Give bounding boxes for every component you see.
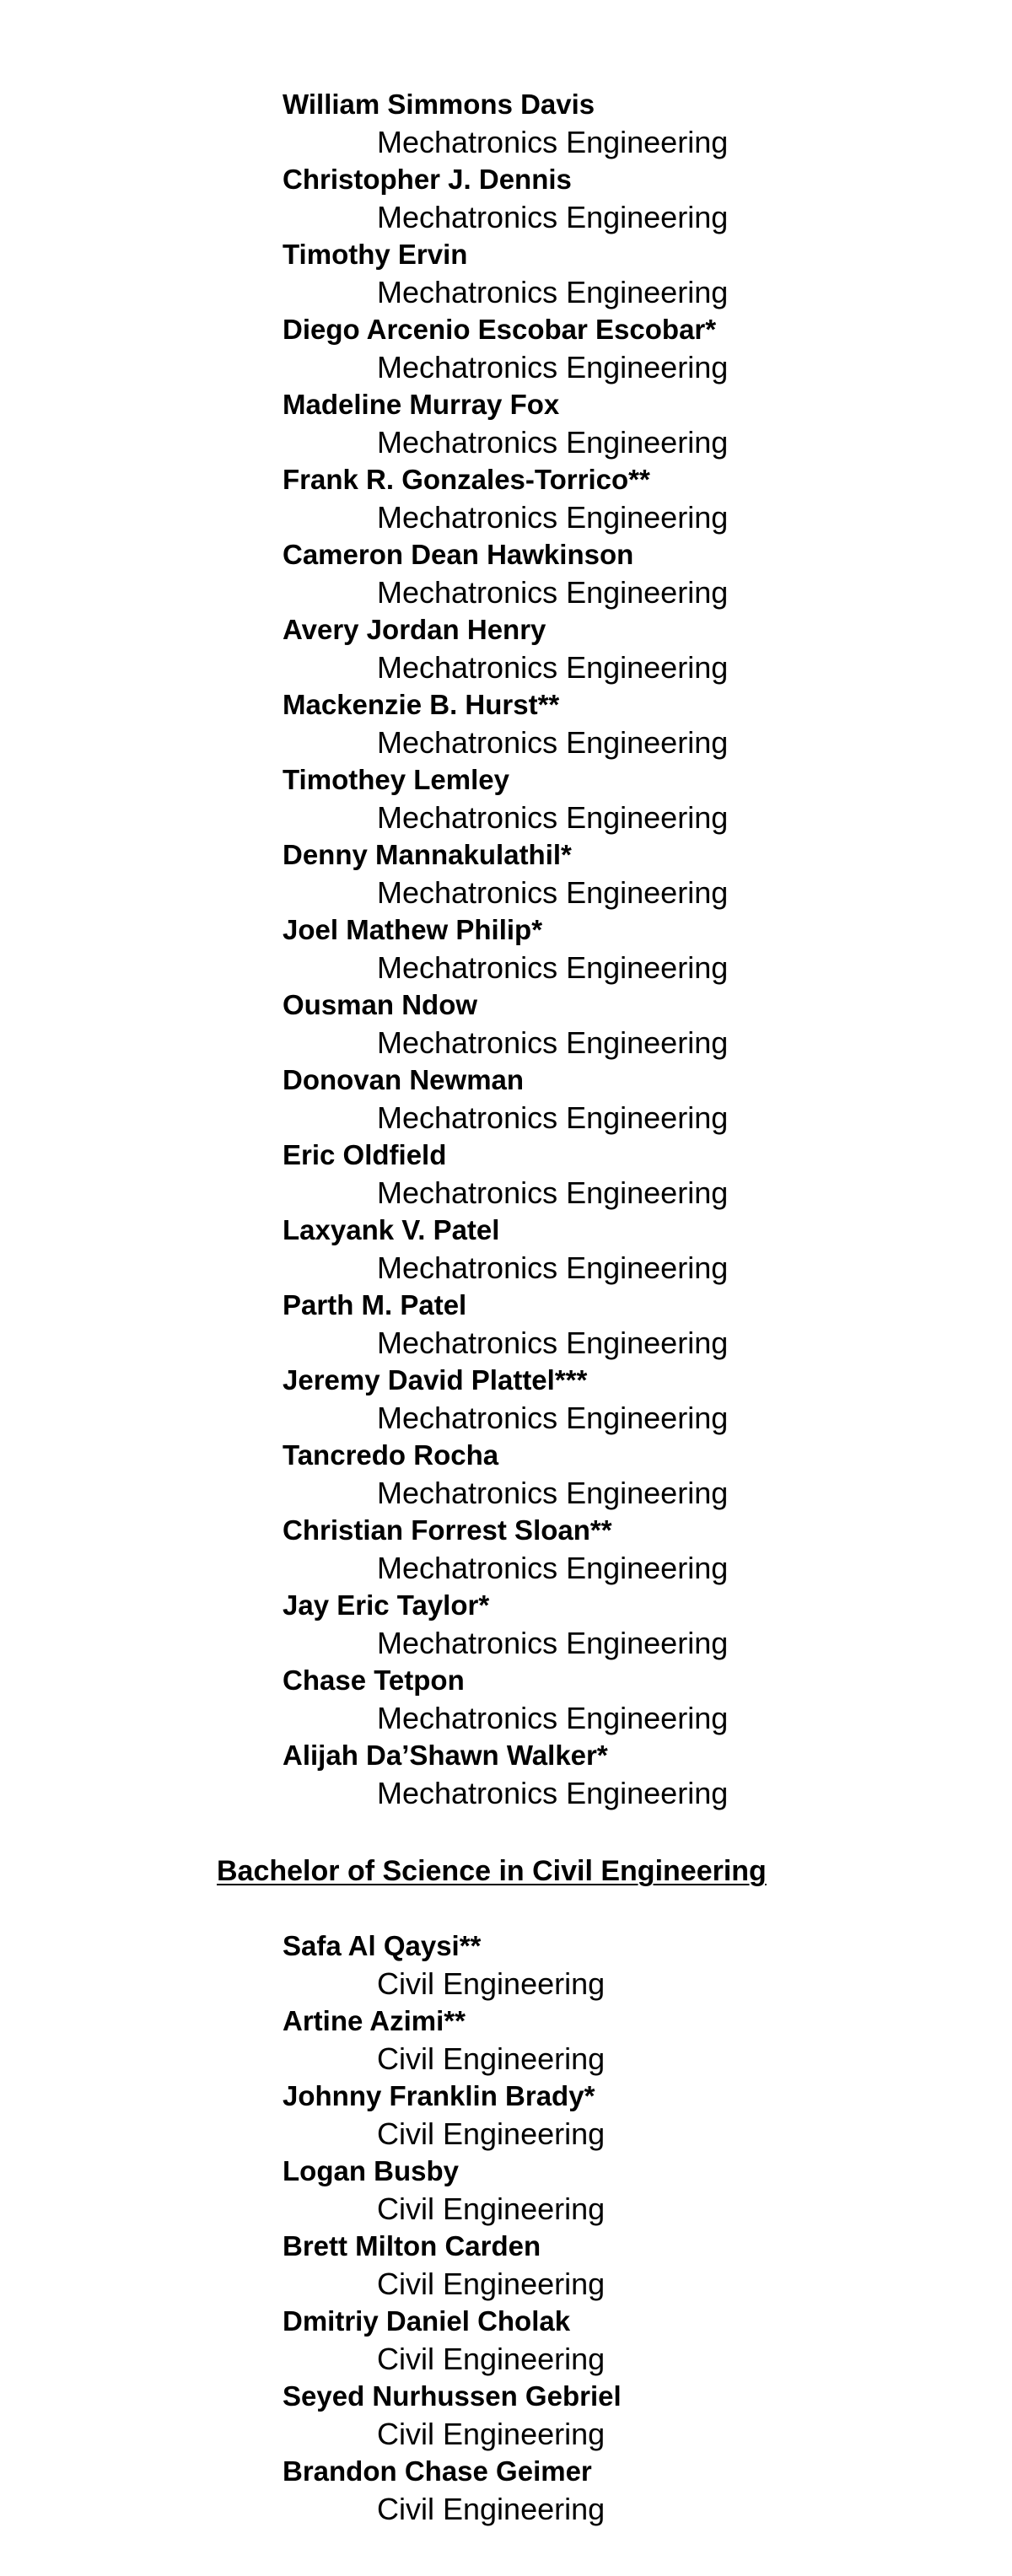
graduate-name: Tancredo Rocha bbox=[283, 1439, 499, 1471]
degree-heading-civil: Bachelor of Science in Civil Engineering bbox=[217, 1855, 767, 1887]
graduate-major: Civil Engineering bbox=[377, 2041, 606, 2076]
graduate-entry bbox=[0, 1928, 1012, 2003]
graduate-major: Mechatronics Engineering bbox=[377, 1326, 729, 1360]
graduate-name: Jay Eric Taylor* bbox=[283, 1589, 490, 1621]
graduate-entry bbox=[0, 2153, 1012, 2228]
graduate-entry bbox=[0, 1437, 1012, 1512]
graduate-major: Mechatronics Engineering bbox=[377, 1100, 729, 1135]
graduate-name: Seyed Nurhussen Gebriel bbox=[283, 2380, 622, 2412]
graduate-entry bbox=[0, 912, 1012, 987]
graduate-name: Ousman Ndow bbox=[283, 989, 478, 1020]
graduate-entry bbox=[0, 1362, 1012, 1437]
graduate-entry bbox=[0, 2453, 1012, 2528]
graduate-name: Dmitriy Daniel Cholak bbox=[283, 2305, 571, 2337]
graduate-name: Donovan Newman bbox=[283, 1064, 525, 1095]
graduate-major: Civil Engineering bbox=[377, 2267, 606, 2301]
graduate-name: Parth M. Patel bbox=[283, 1289, 467, 1320]
graduate-entry bbox=[0, 1212, 1012, 1287]
graduate-name: Laxyank V. Patel bbox=[283, 1214, 500, 1245]
graduate-entry bbox=[0, 2228, 1012, 2303]
graduate-major: Mechatronics Engineering bbox=[377, 1776, 729, 1810]
graduate-major: Mechatronics Engineering bbox=[377, 1476, 729, 1510]
graduate-major: Civil Engineering bbox=[377, 2191, 606, 2226]
graduate-entry bbox=[0, 1512, 1012, 1587]
graduate-major: Civil Engineering bbox=[377, 2116, 606, 2151]
graduate-major: Mechatronics Engineering bbox=[377, 725, 729, 760]
graduate-major: Civil Engineering bbox=[377, 2342, 606, 2376]
graduate-entry bbox=[0, 1287, 1012, 1362]
graduate-name: Mackenzie B. Hurst** bbox=[283, 689, 560, 720]
graduate-entry bbox=[0, 686, 1012, 761]
graduate-name: Timothey Lemley bbox=[283, 764, 509, 795]
graduate-entry bbox=[0, 2303, 1012, 2378]
graduate-major: Mechatronics Engineering bbox=[377, 1626, 729, 1660]
graduate-name: Chase Tetpon bbox=[283, 1664, 465, 1696]
graduate-major: Mechatronics Engineering bbox=[377, 350, 729, 385]
graduate-entry bbox=[0, 311, 1012, 386]
graduate-entry bbox=[0, 161, 1012, 236]
mechatronics-graduate-list bbox=[0, 86, 1012, 1812]
graduate-major: Mechatronics Engineering bbox=[377, 425, 729, 460]
graduate-entry bbox=[0, 761, 1012, 836]
graduate-name: Cameron Dean Hawkinson bbox=[283, 539, 634, 570]
graduate-major: Mechatronics Engineering bbox=[377, 1701, 729, 1735]
graduate-name: Christian Forrest Sloan** bbox=[283, 1514, 612, 1546]
graduate-name: Johnny Franklin Brady* bbox=[283, 2080, 595, 2111]
graduate-major: Mechatronics Engineering bbox=[377, 875, 729, 910]
graduate-entry bbox=[0, 836, 1012, 912]
graduate-entry bbox=[0, 86, 1012, 161]
graduate-major: Mechatronics Engineering bbox=[377, 1250, 729, 1285]
graduate-name: Alijah Da’Shawn Walker* bbox=[283, 1740, 608, 1771]
graduate-name: Madeline Murray Fox bbox=[283, 389, 560, 420]
graduate-name: Brandon Chase Geimer bbox=[283, 2455, 592, 2487]
graduate-entry bbox=[0, 461, 1012, 536]
graduate-major: Civil Engineering bbox=[377, 2417, 606, 2451]
graduate-major: Civil Engineering bbox=[377, 2492, 606, 2526]
graduate-entry bbox=[0, 2378, 1012, 2453]
graduate-major: Mechatronics Engineering bbox=[377, 950, 729, 985]
graduate-major: Mechatronics Engineering bbox=[377, 275, 729, 309]
graduate-entry bbox=[0, 236, 1012, 311]
graduate-entry bbox=[0, 611, 1012, 686]
graduate-entry bbox=[0, 536, 1012, 611]
graduate-name: Artine Azimi** bbox=[283, 2005, 466, 2036]
graduate-entry bbox=[0, 1662, 1012, 1737]
graduate-major: Mechatronics Engineering bbox=[377, 1551, 729, 1585]
graduate-entry bbox=[0, 386, 1012, 461]
graduate-entry bbox=[0, 1737, 1012, 1812]
graduate-entry bbox=[0, 1587, 1012, 1662]
graduate-major: Mechatronics Engineering bbox=[377, 1025, 729, 1060]
graduate-entry bbox=[0, 1062, 1012, 1137]
graduate-name: Christopher J. Dennis bbox=[283, 164, 572, 195]
graduate-name: William Simmons Davis bbox=[283, 89, 595, 120]
graduate-name: Diego Arcenio Escobar Escobar* bbox=[283, 314, 717, 345]
graduate-name: Eric Oldfield bbox=[283, 1139, 447, 1170]
graduate-name: Brett Milton Carden bbox=[283, 2230, 541, 2261]
graduate-name: Timothy Ervin bbox=[283, 239, 468, 270]
graduate-name: Frank R. Gonzales-Torrico** bbox=[283, 464, 650, 495]
graduate-name: Logan Busby bbox=[283, 2155, 460, 2186]
graduate-entry bbox=[0, 2003, 1012, 2078]
graduate-entry bbox=[0, 1137, 1012, 1212]
civil-graduate-list bbox=[0, 1928, 1012, 2528]
graduate-major: Civil Engineering bbox=[377, 1966, 606, 2001]
graduate-major: Mechatronics Engineering bbox=[377, 125, 729, 159]
graduate-major: Mechatronics Engineering bbox=[377, 500, 729, 535]
graduate-major: Mechatronics Engineering bbox=[377, 650, 729, 685]
graduate-name: Jeremy David Plattel*** bbox=[283, 1364, 588, 1396]
graduate-major: Mechatronics Engineering bbox=[377, 800, 729, 835]
graduate-name: Denny Mannakulathil* bbox=[283, 839, 572, 870]
graduate-name: Safa Al Qaysi** bbox=[283, 1930, 482, 1961]
graduate-major: Mechatronics Engineering bbox=[377, 200, 729, 234]
graduate-name: Joel Mathew Philip* bbox=[283, 914, 543, 945]
graduate-major: Mechatronics Engineering bbox=[377, 575, 729, 610]
graduate-entry bbox=[0, 2078, 1012, 2153]
graduate-major: Mechatronics Engineering bbox=[377, 1401, 729, 1435]
graduate-major: Mechatronics Engineering bbox=[377, 1175, 729, 1210]
graduate-entry bbox=[0, 987, 1012, 1062]
graduate-name: Avery Jordan Henry bbox=[283, 614, 546, 645]
